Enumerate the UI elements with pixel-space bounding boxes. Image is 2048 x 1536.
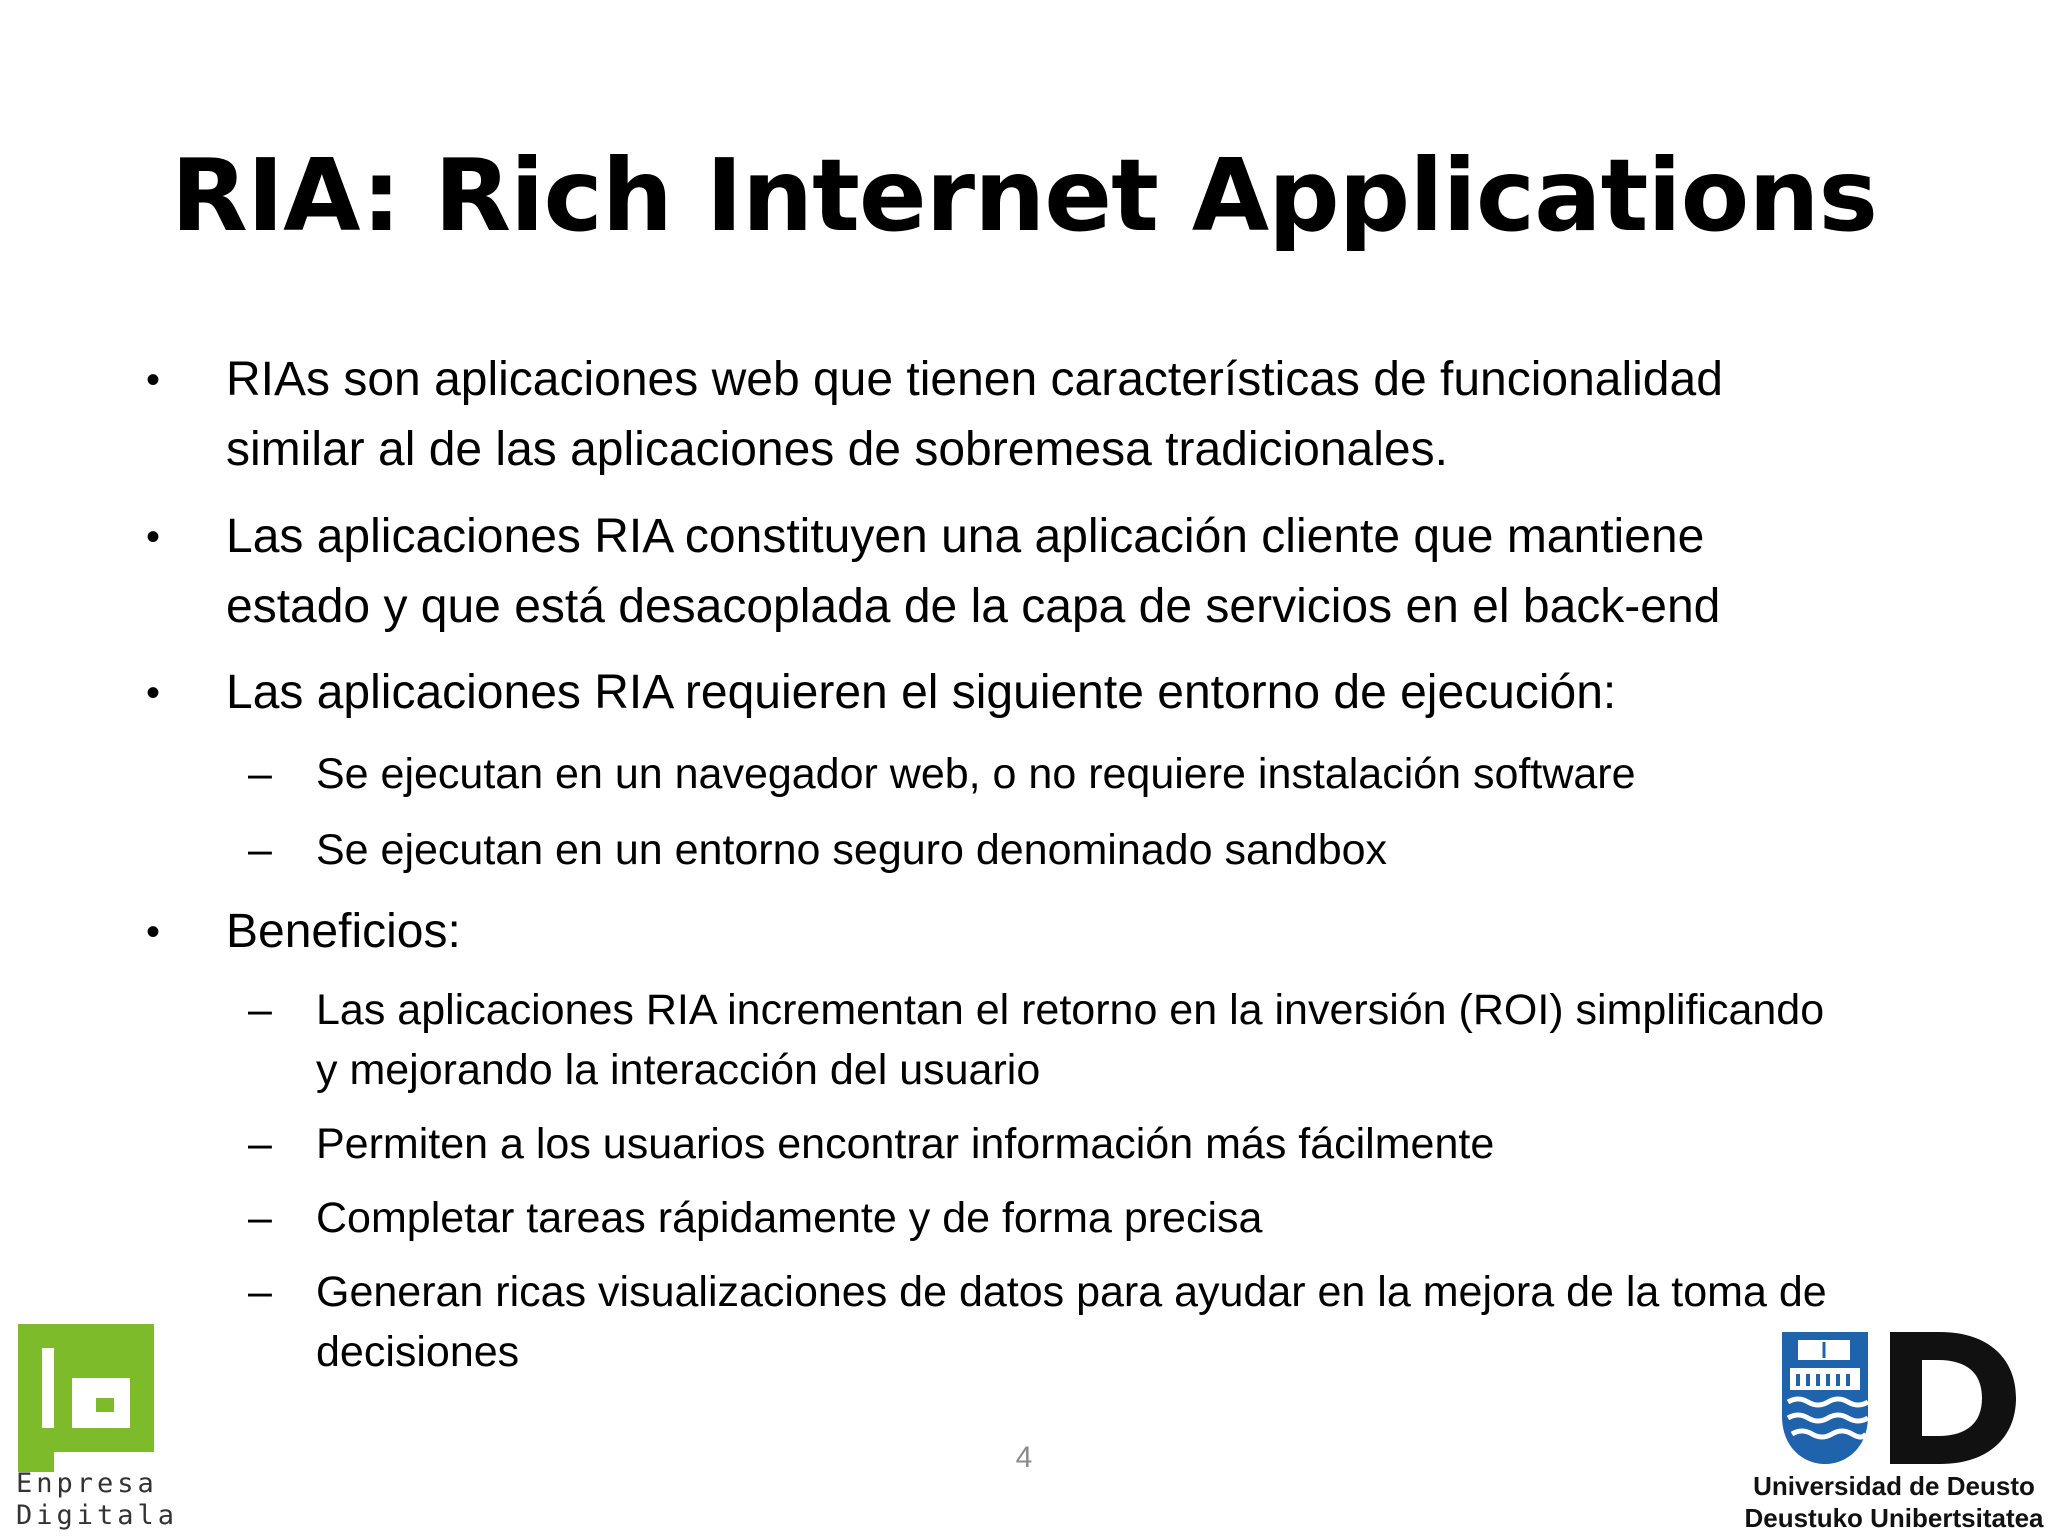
page-number: 4 bbox=[1015, 1441, 1033, 1474]
bullet-marker: • bbox=[146, 671, 161, 715]
sub-bullet-marker: – bbox=[248, 1268, 272, 1316]
sub-bullet-item bbox=[248, 980, 1976, 1100]
sub-bullet-line: Completar tareas rápidamente y de forma precisa bbox=[316, 1194, 1263, 1242]
universidad-deusto-logo-icon bbox=[1780, 1330, 2018, 1466]
sub-bullet-line: Generan ricas visualizaciones de datos para ayudar en la mejora de la toma de bbox=[316, 1268, 1827, 1316]
bullet-item bbox=[146, 345, 1926, 485]
sub-bullet-line: Se ejecutan en un entorno seguro denominado sandbox bbox=[316, 826, 1388, 874]
bullet-line: Las aplicaciones RIA requieren el siguiente entorno de ejecución: bbox=[226, 666, 1617, 719]
sub-bullet-marker: – bbox=[248, 1120, 272, 1168]
sub-bullet-marker: – bbox=[248, 826, 272, 874]
bullet-item bbox=[146, 658, 1926, 728]
sub-bullet-line: Permiten a los usuarios encontrar información más fácilmente bbox=[316, 1120, 1495, 1168]
sub-bullet-line: Las aplicaciones RIA incrementan el retorno en la inversión (ROI) simplificando bbox=[316, 986, 1825, 1034]
sub-bullet-item bbox=[248, 1262, 1976, 1382]
bullet-line: RIAs son aplicaciones web que tienen características de funcionalidad bbox=[226, 353, 1723, 406]
enpresa-digitala-logo-text bbox=[16, 1468, 178, 1532]
bullet-item bbox=[146, 502, 1926, 642]
bullet-marker: • bbox=[146, 910, 161, 954]
bullet-line: Beneficios: bbox=[226, 905, 461, 958]
bullet-item bbox=[146, 897, 1926, 967]
logo-text-line: Digitala bbox=[16, 1500, 179, 1531]
sub-bullet-marker: – bbox=[248, 1194, 272, 1242]
sub-bullet-item bbox=[248, 820, 1976, 880]
bullet-line: similar al de las aplicaciones de sobremesa tradicionales. bbox=[226, 423, 1448, 476]
bullet-line: Las aplicaciones RIA constituyen una aplicación cliente que mantiene bbox=[226, 510, 1705, 563]
sub-bullet-marker: – bbox=[248, 986, 272, 1034]
sub-bullet-item bbox=[248, 1114, 1976, 1174]
logo-text-line: Universidad de Deusto bbox=[1753, 1471, 2035, 1501]
bullet-line: estado y que está desacoplada de la capa de servicios en el back-end bbox=[226, 580, 1721, 633]
bullet-marker: • bbox=[146, 358, 161, 402]
sub-bullet-line: decisiones bbox=[316, 1328, 520, 1376]
sub-bullet-line: y mejorando la interacción del usuario bbox=[316, 1046, 1041, 1094]
sub-bullet-marker: – bbox=[248, 750, 272, 798]
slide-title: RIA: Rich Internet Applications bbox=[170, 137, 1878, 254]
logo-text-line: Deustuko Unibertsitatea bbox=[1744, 1503, 2044, 1533]
sub-bullet-item bbox=[248, 1188, 1976, 1248]
universidad-deusto-logo-text bbox=[1740, 1470, 2048, 1534]
sub-bullet-item bbox=[248, 744, 1976, 804]
bullet-marker: • bbox=[146, 515, 161, 559]
logo-text-line: Enpresa bbox=[16, 1468, 158, 1499]
sub-bullet-line: Se ejecutan en un navegador web, o no requiere instalación software bbox=[316, 750, 1636, 798]
